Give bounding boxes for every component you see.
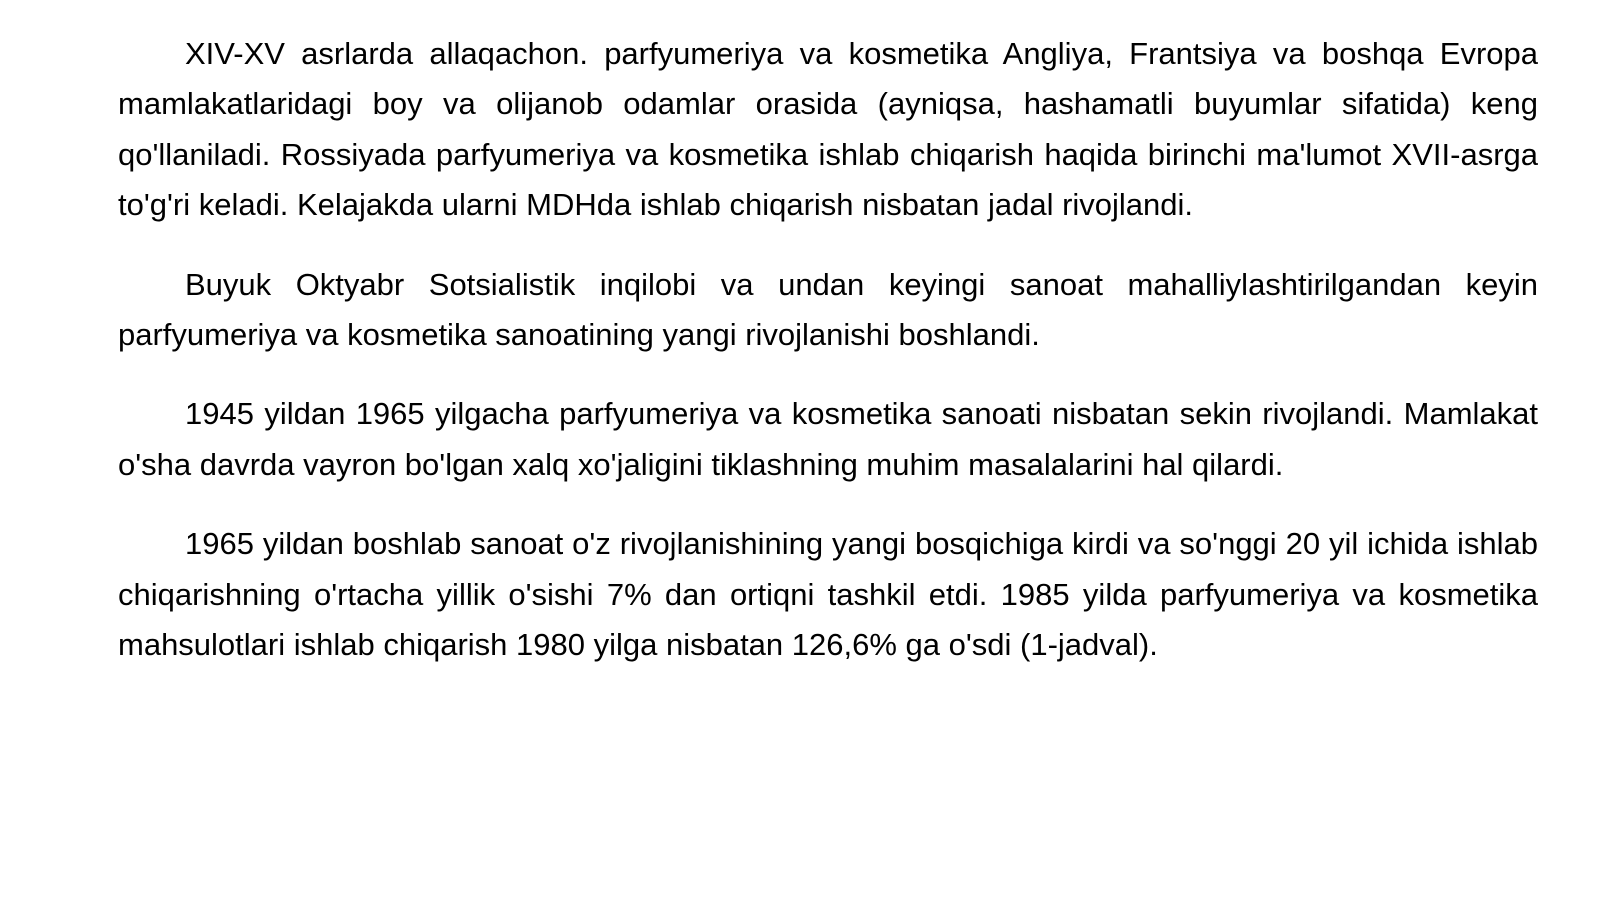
paragraph-3: 1945 yildan 1965 yilgacha parfyumeriya va kosmetika sanoati nisbatan sekin rivojlandi. Mamlakat o'sha davrda vayron bo'lgan xalq xo'jaligini tiklashning muhim masalalarini hal qilardi. [118,396,1538,482]
paragraph-4: 1965 yildan boshlab sanoat o'z rivojlanishining yangi bosqichiga kirdi va so'nggi 20 yil ichida ishlab chiqarishning o'rtacha yillik o'sishi 7% dan ortiqni tashkil etdi. 1985 yilda parfyumeriya va kosmetika mahsulotlari ishlab chiqarish 1980 yilga nisbatan 126,6% ga o'sdi (1-jadval). [118,526,1538,663]
paragraph-1: XIV-XV asrlarda allaqachon. parfyumeriya va kosmetika Angliya, Frantsiya va boshqa Evropa mamlakatlaridagi boy va olijanob odamlar orasida (ayniqsa, hashamatli buyumlar sifatida) keng qo'llaniladi. Rossiyada parfyumeriya va kosmetika ishlab chiqarish haqida birinchi ma'lumot XVII-asrga to'g'ri keladi. Kelajakda ularni MDHda ishlab chiqarish nisbatan jadal rivojlandi. [118,36,1538,223]
paragraph-2: Buyuk Oktyabr Sotsialistik inqilobi va undan keyingi sanoat mahalliylashtirilgandan keyin parfyumeriya va kosmetika sanoatining yangi rivojlanishi boshlandi. [118,266,1538,353]
